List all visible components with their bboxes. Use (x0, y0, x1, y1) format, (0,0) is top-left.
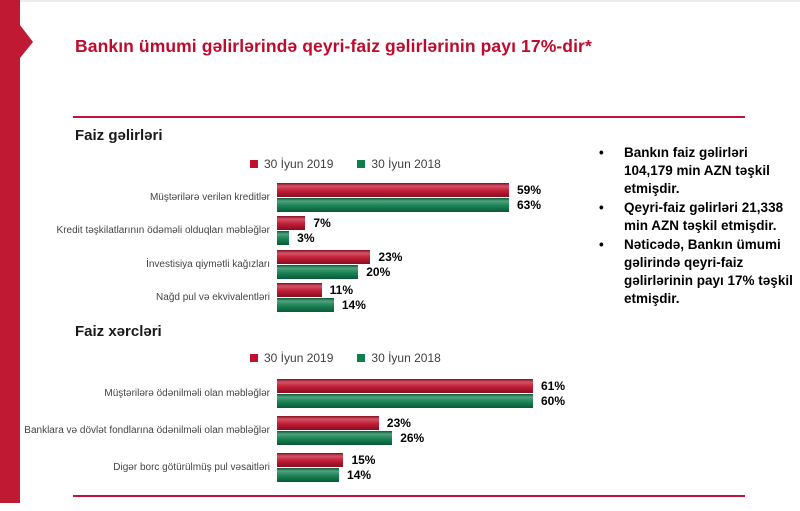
bar-pair (277, 249, 541, 279)
bar-line (277, 264, 541, 279)
bar-line (277, 231, 541, 246)
bar-30-i̇yun-2019 (277, 453, 343, 467)
bar-line (277, 378, 565, 393)
bar-30-i̇yun-2018 (277, 265, 358, 279)
bar-line (277, 430, 565, 445)
bar-30-i̇yun-2018 (277, 468, 339, 482)
bar-pair (277, 216, 541, 246)
bar-value-label: 26% (400, 430, 425, 445)
legend-label: 30 İyun 2019 (264, 351, 334, 365)
category-label: İnvestisiya qiymətli kağızları (146, 258, 270, 270)
legend-item (357, 157, 440, 171)
bar-line (277, 249, 541, 264)
bar-chart-faiz-xercleri (24, 378, 575, 489)
chart-heading-faiz-xercleri: Faiz xərcləri (75, 323, 162, 340)
bar-line (277, 216, 541, 231)
bar-30-i̇yun-2018 (277, 298, 334, 312)
chart-heading-faiz-gelirleri: Faiz gəlirləri (75, 127, 163, 144)
bar-line (277, 452, 565, 467)
bar-30-i̇yun-2019 (277, 183, 509, 197)
chart-row (75, 249, 555, 279)
chart-row (75, 452, 575, 482)
bar-30-i̇yun-2018 (277, 394, 533, 408)
bar-pair (277, 452, 565, 482)
bar-line (277, 298, 541, 313)
bar-line (277, 393, 565, 408)
chart-row (75, 378, 575, 408)
bar-line (277, 182, 541, 197)
category-label: Müştərilərə ödənilməli olan məbləğlər (104, 387, 270, 399)
chart-row (75, 182, 555, 212)
bar-pair (277, 378, 565, 408)
bar-line (277, 197, 541, 212)
category-label: Kredit təşkilatlarının ödəməli olduqları məbləğlər (56, 225, 270, 236)
legend-faiz-gelirleri (250, 157, 441, 171)
bar-line (277, 283, 541, 298)
bar-line (277, 467, 565, 482)
chevron-right-icon (20, 25, 33, 58)
bar-value-label: 7% (313, 216, 331, 230)
bar-value-label: 63% (516, 197, 541, 212)
bar-value-label: 15% (351, 452, 376, 467)
note-item: • Bankın faiz gəlirləri 104,179 min AZN təşkil etmişdir. (593, 144, 796, 198)
bar-value-label: 14% (347, 467, 372, 482)
bar-value-label: 20% (366, 264, 391, 279)
legend-item (250, 157, 333, 171)
legend-label: 30 İyun 2019 (264, 157, 334, 171)
bar-value-label: 23% (378, 249, 403, 264)
bar-30-i̇yun-2019 (277, 283, 322, 297)
legend-swatch-icon (357, 354, 365, 362)
bar-30-i̇yun-2019 (277, 416, 379, 430)
bar-30-i̇yun-2018 (277, 231, 289, 245)
bar-pair (277, 415, 565, 445)
bottom-divider (73, 495, 745, 497)
bar-chart-faiz-gelirleri (56, 182, 555, 316)
bar-value-label: 14% (341, 298, 366, 312)
bar-value-label: 23% (386, 415, 411, 430)
slide-title: Bankın ümumi gəlirlərində qeyri-faiz gəlirlərinin payı 17%-dir* (75, 36, 592, 56)
notes-bullet-list (593, 144, 793, 309)
category-label: Banklara və dövlət fondlarına ödənilməli olan məbləğlər (24, 424, 270, 436)
bar-30-i̇yun-2018 (277, 431, 392, 445)
bar-value-label: 3% (297, 231, 315, 245)
legend-label: 30 İyun 2018 (371, 157, 441, 171)
legend-item (357, 351, 440, 365)
legend-swatch-icon (357, 160, 365, 168)
legend-item (250, 351, 333, 365)
bar-value-label: 60% (540, 393, 565, 408)
note-item: • Qeyri-faiz gəlirləri 21,338 min AZN təşkil etmişdir. (593, 199, 796, 235)
bar-30-i̇yun-2018 (277, 198, 509, 212)
bar-value-label: 59% (516, 182, 541, 197)
category-label: Müştərilərə verilən kreditlər (149, 191, 270, 203)
chart-row (24, 415, 575, 445)
legend-label: 30 İyun 2018 (371, 351, 441, 365)
bar-pair (277, 182, 541, 212)
left-accent-bar (0, 0, 20, 503)
bar-30-i̇yun-2019 (277, 379, 533, 393)
bar-pair (277, 283, 541, 313)
chart-row (56, 216, 555, 246)
bar-value-label: 61% (540, 378, 565, 393)
legend-swatch-icon (250, 160, 258, 168)
legend-swatch-icon (250, 354, 258, 362)
category-label: Nağd pul və ekvivalentləri (156, 292, 270, 303)
bar-line (277, 415, 565, 430)
top-hairline (20, 0, 800, 2)
category-label: Digər borc götürülmüş pul vəsaitləri (113, 461, 270, 473)
bar-value-label: 11% (329, 283, 354, 297)
legend-faiz-xercleri (250, 351, 441, 365)
bar-30-i̇yun-2019 (277, 216, 305, 230)
chart-row (75, 283, 555, 313)
top-divider (73, 116, 745, 118)
note-item: • Nəticədə, Bankın ümumi gəlirində qeyri-faiz gəlirlərinin payı 17% təşkil etmişdir. (593, 236, 796, 308)
bar-30-i̇yun-2019 (277, 250, 370, 264)
